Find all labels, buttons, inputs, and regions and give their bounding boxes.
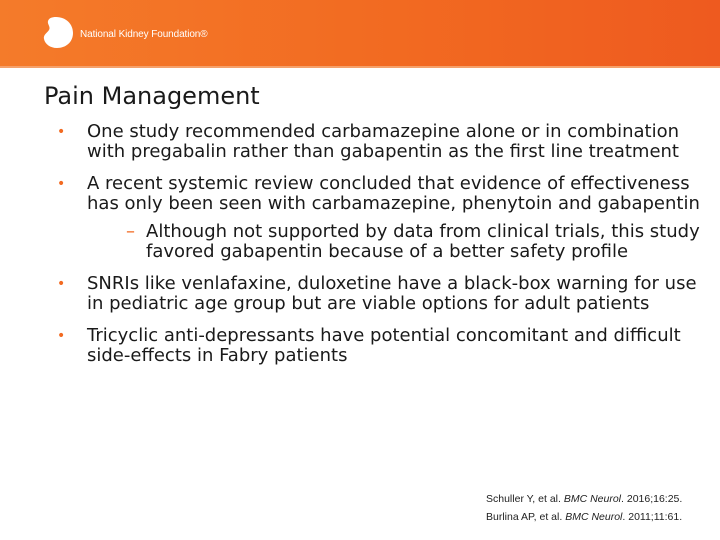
citation-authors: Schuller Y, et al. (486, 493, 564, 505)
citations (486, 490, 682, 526)
bullet-marker: • (57, 124, 66, 140)
logo-text: National Kidney Foundation® (80, 28, 208, 40)
bullet-text: Tricyclic anti-depressants have potential concomitant and difficult side-effects in Fabry patients (87, 325, 681, 366)
bullet-item (56, 326, 706, 366)
kidney-logo-icon (36, 14, 76, 50)
bullet-marker: • (57, 276, 66, 292)
citation-journal: BMC Neurol (565, 511, 623, 523)
header-band (0, 0, 720, 66)
citation (486, 508, 682, 526)
bullet-text: SNRIs like venlafaxine, duloxetine have a black-box warning for use in pediatric age group but are viable options for adult patients (87, 273, 697, 314)
citation (486, 490, 682, 508)
nkf-logo[interactable] (36, 14, 208, 50)
bullet-item (56, 174, 706, 262)
citation-details: . 2011;11:61. (622, 511, 683, 523)
bullet-marker: • (57, 176, 66, 192)
bullet-text: A recent systemic review concluded that evidence of effectiveness has only been seen with carbamazepine, phenytoin and gabapentin (87, 173, 700, 214)
citation-details: . 2016;16:25. (621, 493, 683, 505)
bullet-item (56, 274, 706, 314)
sub-bullet-text: Although not supported by data from clinical trials, this study favored gabapentin because of a better safety profile (146, 221, 700, 262)
slide-title: Pain Management (44, 82, 260, 110)
bullet-text: One study recommended carbamazepine alone or in combination with pregabalin rather than gabapentin as the first line treatment (87, 121, 680, 162)
sub-bullet-marker: – (126, 221, 135, 242)
citation-authors: Burlina AP, et al. (486, 511, 566, 523)
bullet-marker: • (57, 328, 66, 344)
citation-journal: BMC Neurol (563, 493, 622, 505)
bullet-list (56, 122, 706, 378)
sub-bullet-item (56, 222, 706, 262)
header-divider (0, 66, 720, 68)
bullet-item (56, 122, 706, 162)
